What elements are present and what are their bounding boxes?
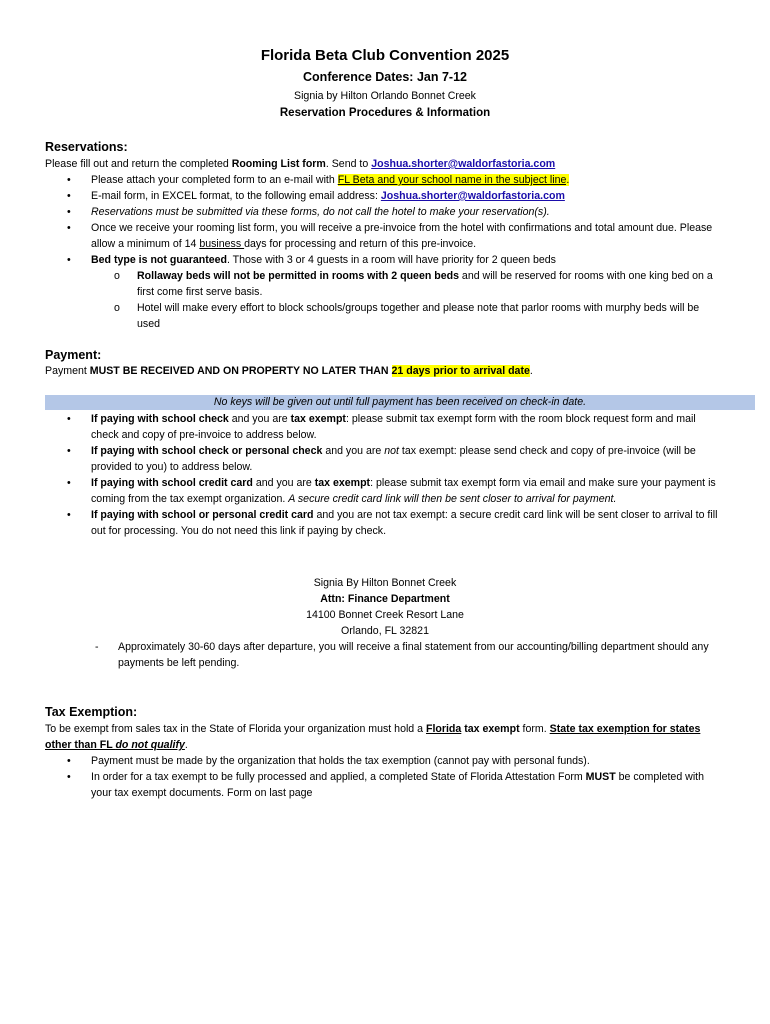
must-label: MUST xyxy=(585,771,616,783)
item-text: Payment must be made by the organization that holds the tax exemption (cannot pay with personal funds). xyxy=(91,755,590,767)
item-text: and you are xyxy=(228,413,291,425)
rollaway-label: Rollaway beds will not be permitted in rooms with 2 queen beds xyxy=(137,270,459,282)
reservations-list xyxy=(45,172,725,332)
sub-list-item xyxy=(91,300,725,332)
list-item xyxy=(45,220,725,252)
item-text: E-mail form, in EXCEL format, to the following email address: xyxy=(91,190,381,202)
tax-text-end: . xyxy=(184,739,188,751)
bed-type-label: Bed type is not guaranteed xyxy=(91,254,227,266)
item-text-end: days for processing and return of this pre-invoice. xyxy=(244,238,477,250)
list-item xyxy=(45,753,725,769)
conference-dates: Conference Dates: Jan 7-12 xyxy=(303,70,467,84)
sub-list xyxy=(91,268,725,332)
item-text: . Those with 3 or 4 guests in a room will have priority for 2 queen beds xyxy=(226,254,556,266)
payment-text: Payment xyxy=(45,365,90,377)
list-item xyxy=(45,507,725,539)
tax-exempt-label: tax exempt xyxy=(314,477,371,489)
business-underline: business xyxy=(199,238,245,250)
item-text: and will be reserved for rooms with one king bed on a first come first serve basis. xyxy=(137,270,713,298)
option-label: If paying with school credit card xyxy=(91,477,253,489)
list-item xyxy=(45,475,725,507)
no-keys-banner: No keys will be given out until full payment has been received on check-in date. xyxy=(45,395,755,410)
note-text: Approximately 30-60 days after departure, you will receive a final statement from our accounting/billing department should any payments be left pending. xyxy=(118,641,709,669)
dash-marker: - xyxy=(95,641,99,653)
address-line-1: Signia By Hilton Bonnet Creek xyxy=(313,577,457,589)
list-item xyxy=(45,172,725,188)
deadline-bold: MUST BE RECEIVED AND ON PROPERTY NO LATER THAN xyxy=(89,365,392,377)
option-label: If paying with school check xyxy=(91,413,229,425)
list-item xyxy=(45,769,725,801)
option-label: If paying with school or personal credit card xyxy=(91,509,314,521)
item-text: Reservations must be submitted via these forms, do not call the hotel to make your reservation(s). xyxy=(91,206,550,218)
item-text: In order for a tax exempt to be fully processed and applied, a completed State of Florida Attestation Form xyxy=(91,771,586,783)
not-italic: not xyxy=(384,445,399,457)
item-text: Please attach your completed form to an e-mail with xyxy=(91,174,338,186)
state-exemption-label: State tax exemption for states other than FL xyxy=(45,723,701,751)
final-statement-note xyxy=(45,639,725,671)
tax-exemption-heading: Tax Exemption: xyxy=(45,705,138,719)
address-line-3: 14100 Bonnet Creek Resort Lane xyxy=(306,609,464,621)
email-link-2[interactable]: Joshua.shorter@waldorfastoria.com xyxy=(380,190,565,202)
item-text: Once we receive your rooming list form, you will receive a pre-invoice from the hotel with confirmations and total amount due. Please allow a minimum of 14 xyxy=(91,222,713,250)
procedures-heading: Reservation Procedures & Information xyxy=(279,107,491,119)
rooming-list-form-label: Rooming List form xyxy=(231,158,326,170)
florida-label: Florida xyxy=(425,723,462,735)
list-item xyxy=(45,188,725,204)
subject-line-highlight: FL Beta and your school name in the subject line xyxy=(337,174,567,186)
list-item xyxy=(45,252,725,332)
email-link[interactable]: Joshua.shorter@waldorfastoria.com xyxy=(371,158,556,170)
reservations-heading: Reservations: xyxy=(45,140,128,154)
venue-name: Signia by Hilton Orlando Bonnet Creek xyxy=(294,90,476,102)
list-item xyxy=(45,204,725,220)
tax-text: To be exempt from sales tax in the State of Florida your organization must hold a xyxy=(45,723,426,735)
item-text-end: tax exempt: please send check and copy of pre-invoice (will be provided to you) to address below. xyxy=(91,445,696,473)
list-item xyxy=(45,443,725,475)
item-text-end: be completed with your tax exempt documents. Form on last page xyxy=(91,771,705,799)
item-text-end: : please submit tax exempt form with the room block request form and mail check and copy of pre-invoice to address below. xyxy=(91,413,696,441)
list-item xyxy=(45,411,725,443)
item-text: and you are xyxy=(322,445,385,457)
intro-text-2: . Send to xyxy=(325,158,372,170)
item-text-italic: A secure credit card link will then be sent closer to arrival for payment. xyxy=(288,493,617,505)
document-title: Florida Beta Club Convention 2025 xyxy=(260,47,510,64)
tax-exemption-intro xyxy=(45,721,725,753)
address-line-4: Orlando, FL 32821 xyxy=(341,625,429,637)
item-text: and you are not tax exempt: a secure credit card link will be sent closer to arrival to fill out for processing. You do not need this link if paying by check. xyxy=(91,509,718,537)
tax-text-2: form. xyxy=(519,723,550,735)
tax-exempt-label: tax exempt xyxy=(290,413,346,425)
reservations-intro xyxy=(45,156,735,172)
address-line-2: Attn: Finance Department xyxy=(320,593,450,605)
sub-list-item xyxy=(91,268,725,300)
item-text: Hotel will make every effort to block schools/groups together and please note that parlor rooms with murphy beds will be used xyxy=(137,302,700,330)
item-text-end: . xyxy=(566,174,570,186)
tax-list xyxy=(45,753,725,801)
tax-exempt-label: tax exempt xyxy=(461,723,520,735)
deadline-highlight: 21 days prior to arrival date xyxy=(391,365,530,377)
intro-text: Please fill out and return the completed xyxy=(45,158,232,170)
payment-heading: Payment: xyxy=(45,348,102,362)
do-not-qualify-label: do not qualify xyxy=(115,739,185,751)
mailing-address xyxy=(0,575,770,639)
option-label: If paying with school check or personal check xyxy=(91,445,323,457)
item-text-mid: : please submit tax exempt form via email and make sure your payment is coming from the tax exempt organization. xyxy=(91,477,716,505)
payment-deadline xyxy=(45,363,735,379)
payment-text-end: . xyxy=(529,365,533,377)
item-text: and you are xyxy=(252,477,315,489)
payment-list xyxy=(45,411,725,539)
